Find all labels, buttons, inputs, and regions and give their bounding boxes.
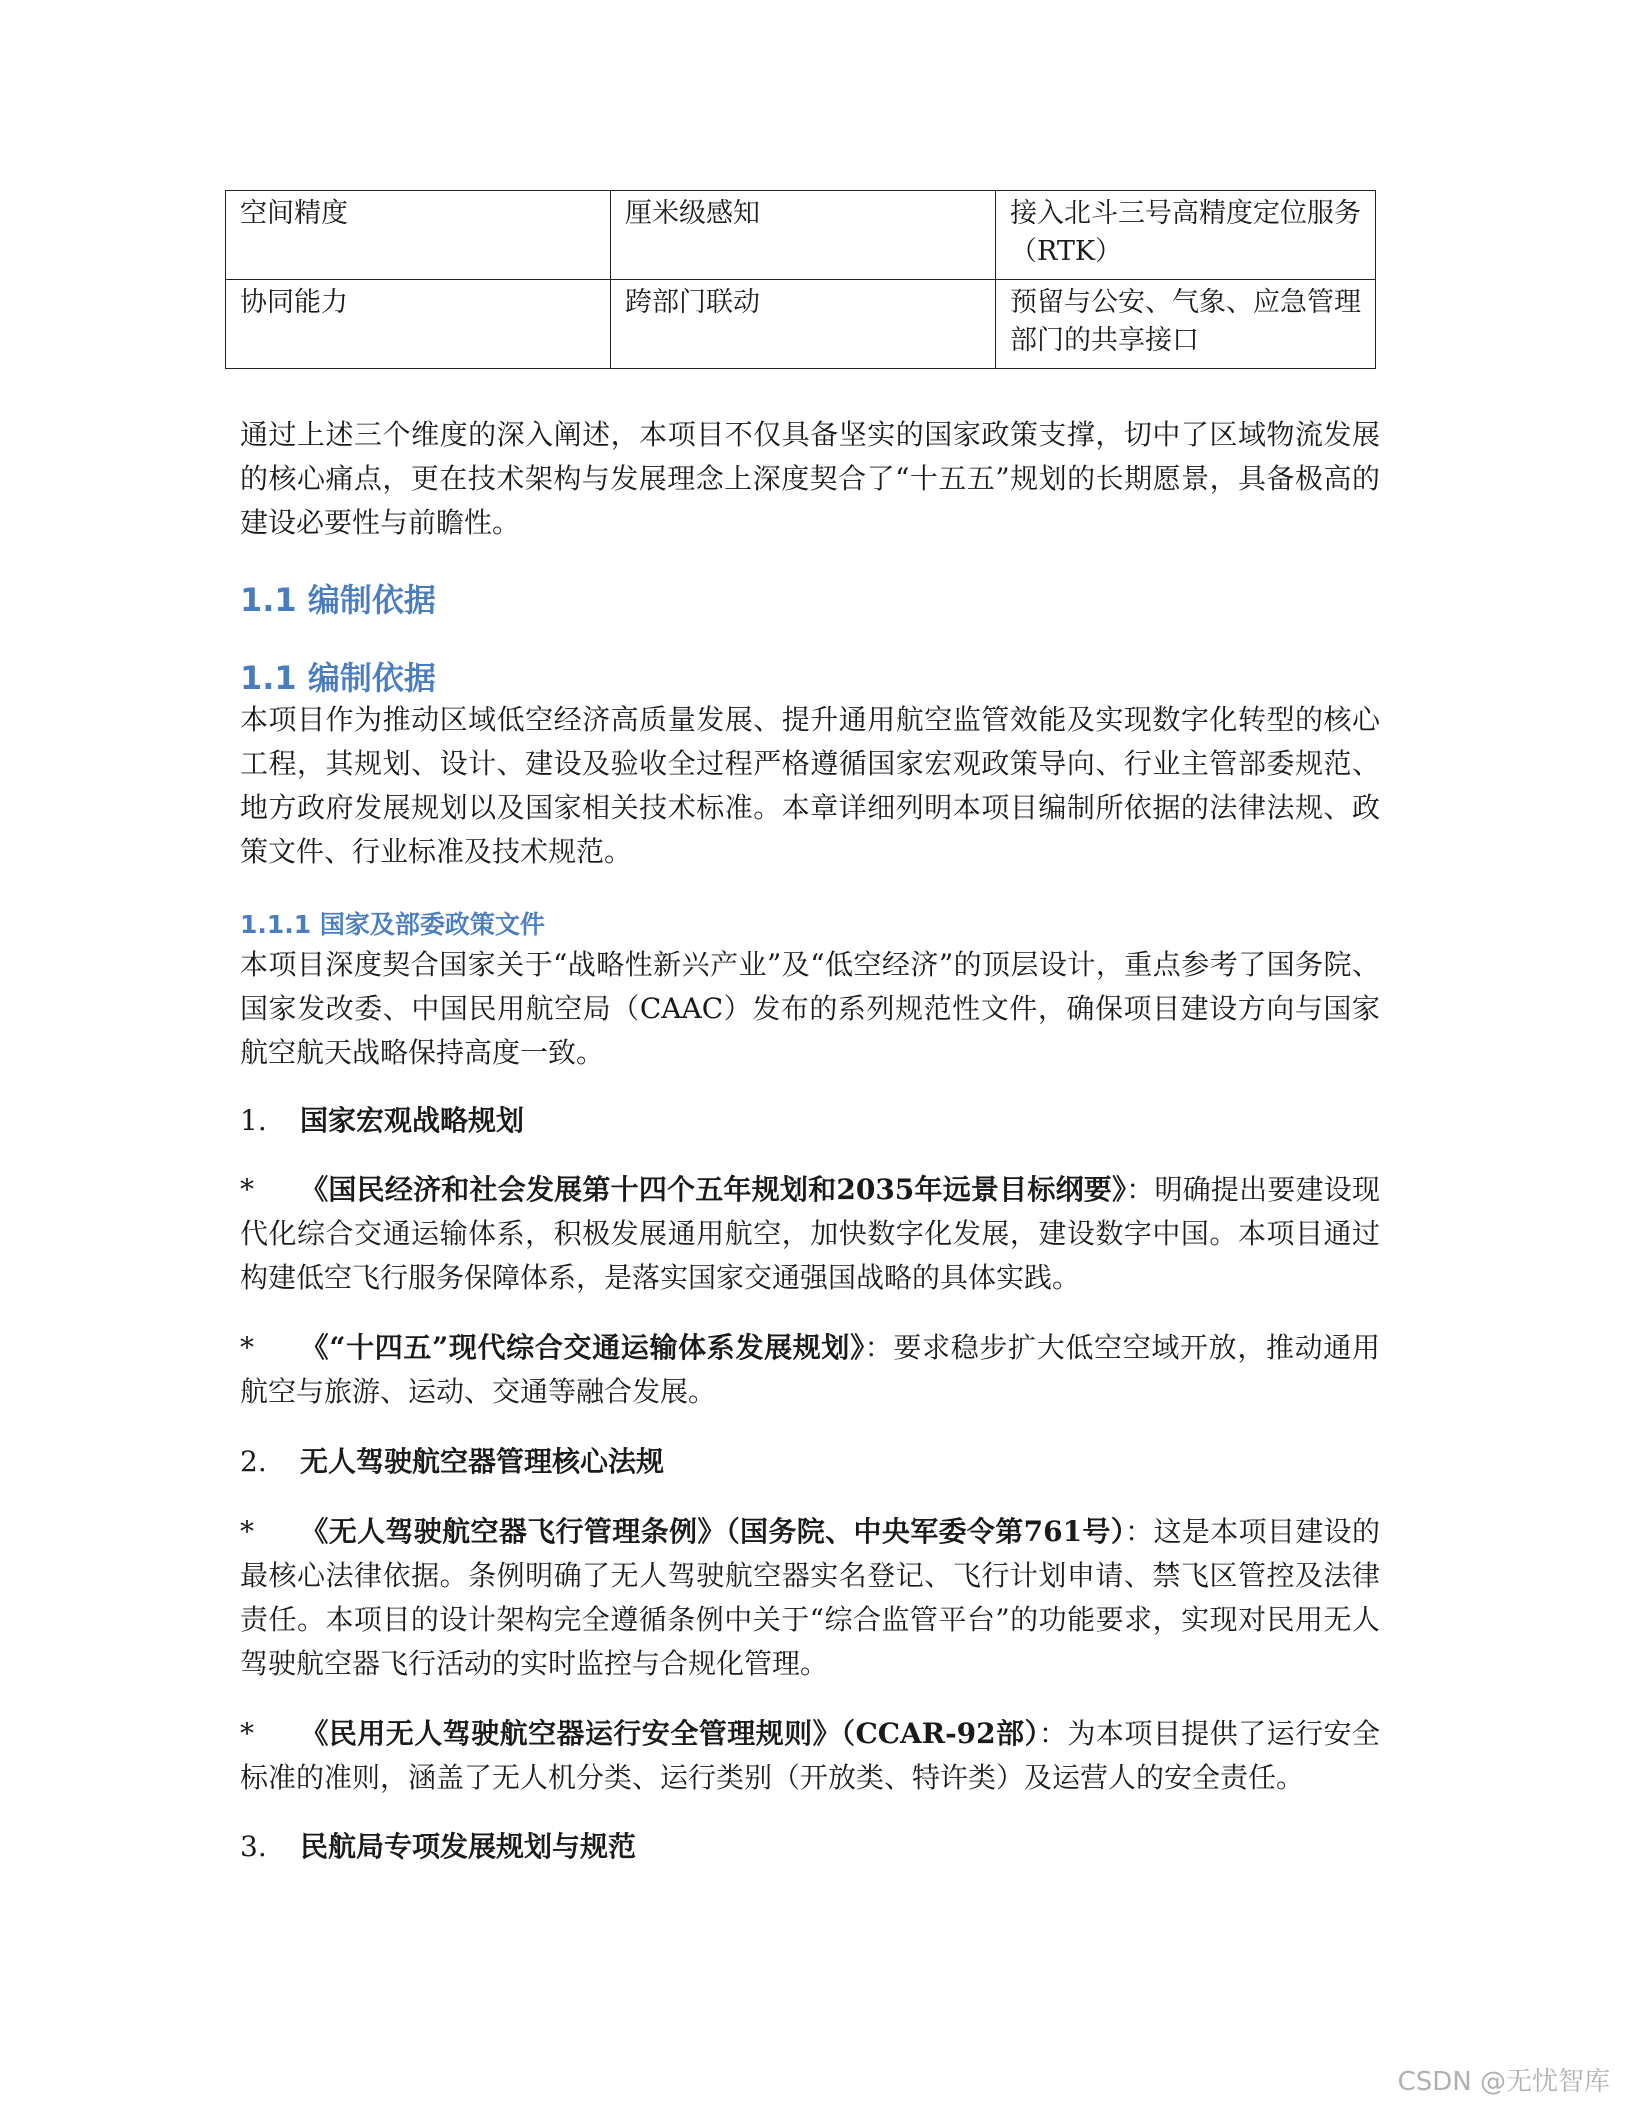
numbered-item xyxy=(240,1099,524,1143)
item-number: 3. xyxy=(240,1830,267,1863)
table-cell: 协同能力 xyxy=(226,280,611,369)
section-heading: 1.1 编制依据 xyxy=(240,581,436,619)
watermark-text: CSDN @无忧智库 xyxy=(1397,2067,1610,2097)
subsection-heading: 1.1.1 国家及部委政策文件 xyxy=(240,910,545,939)
bullet-item xyxy=(240,1326,1380,1414)
bullet-title: 《民用无人驾驶航空器运行安全管理规则》（CCAR-92部） xyxy=(300,1717,1040,1750)
bullet-marker: * xyxy=(240,1717,254,1750)
bullet-title: 《无人驾驶航空器飞行管理条例》（国务院、中央军委令第761号） xyxy=(300,1515,1126,1548)
table-cell: 预留与公安、气象、应急管理部门的共享接口 xyxy=(996,280,1376,369)
bullet-item xyxy=(240,1168,1380,1300)
section-heading: 1.1 编制依据 xyxy=(240,659,436,697)
spec-table xyxy=(225,190,1376,369)
bullet-title: 《“十四五”现代综合交通运输体系发展规划》 xyxy=(300,1331,865,1364)
item-title: 无人驾驶航空器管理核心法规 xyxy=(300,1445,665,1478)
subsection-paragraph: 本项目深度契合国家关于“战略性新兴产业”及“低空经济”的顶层设计，重点参考了国务院、国家发改委、中国民用航空局（CAAC）发布的系列规范性文件，确保项目建设方向与国家航空航天战略保持高度一致。 xyxy=(240,948,1380,1069)
item-number: 1. xyxy=(240,1104,267,1137)
bullet-text: ：要求稳步扩大低空空域开放，推动通用航空与旅游、运动、交通等融合发展。 xyxy=(240,1331,1380,1408)
table-cell: 厘米级感知 xyxy=(611,191,996,280)
bullet-title: 《国民经济和社会发展第十四个五年规划和2035年远景目标纲要》 xyxy=(300,1173,1127,1206)
bullet-item xyxy=(240,1712,1380,1800)
bullet-text: ：明确提出要建设现代化综合交通运输体系，积极发展通用航空，加快数字化发展，建设数字中国。本项目通过构建低空飞行服务保障体系，是落实国家交通强国战略的具体实践。 xyxy=(240,1173,1380,1294)
bullet-marker: * xyxy=(240,1331,254,1364)
table-cell: 接入北斗三号高精度定位服务（RTK） xyxy=(996,191,1376,280)
bullet-text: ：这是本项目建设的最核心法律依据。条例明确了无人驾驶航空器实名登记、飞行计划申请、禁飞区管控及法律责任。本项目的设计架构完全遵循条例中关于“综合监管平台”的功能要求，实现对民用无人驾驶航空器飞行活动的实时监控与合规化管理。 xyxy=(240,1515,1380,1680)
table-cell: 跨部门联动 xyxy=(611,280,996,369)
item-title: 国家宏观战略规划 xyxy=(300,1104,525,1137)
item-number: 2. xyxy=(240,1445,267,1478)
table-row xyxy=(226,280,1376,369)
numbered-item xyxy=(240,1825,636,1869)
table-cell: 空间精度 xyxy=(226,191,611,280)
summary-paragraph: 通过上述三个维度的深入阐述，本项目不仅具备坚实的国家政策支撑，切中了区域物流发展的核心痛点，更在技术架构与发展理念上深度契合了“十五五”规划的长期愿景，具备极高的建设必要性与前瞻性。 xyxy=(240,418,1380,539)
table-row xyxy=(226,191,1376,280)
bullet-marker: * xyxy=(240,1173,254,1206)
bullet-item xyxy=(240,1510,1380,1686)
intro-paragraph: 本项目作为推动区域低空经济高质量发展、提升通用航空监管效能及实现数字化转型的核心工程，其规划、设计、建设及验收全过程严格遵循国家宏观政策导向、行业主管部委规范、地方政府发展规划以及国家相关技术标准。本章详细列明本项目编制所依据的法律法规、政策文件、行业标准及技术规范。 xyxy=(240,703,1380,868)
bullet-text: ：为本项目提供了运行安全标准的准则，涵盖了无人机分类、运行类别（开放类、特许类）及运营人的安全责任。 xyxy=(240,1717,1380,1794)
item-title: 民航局专项发展规划与规范 xyxy=(300,1830,637,1863)
numbered-item xyxy=(240,1440,664,1484)
bullet-marker: * xyxy=(240,1515,254,1548)
